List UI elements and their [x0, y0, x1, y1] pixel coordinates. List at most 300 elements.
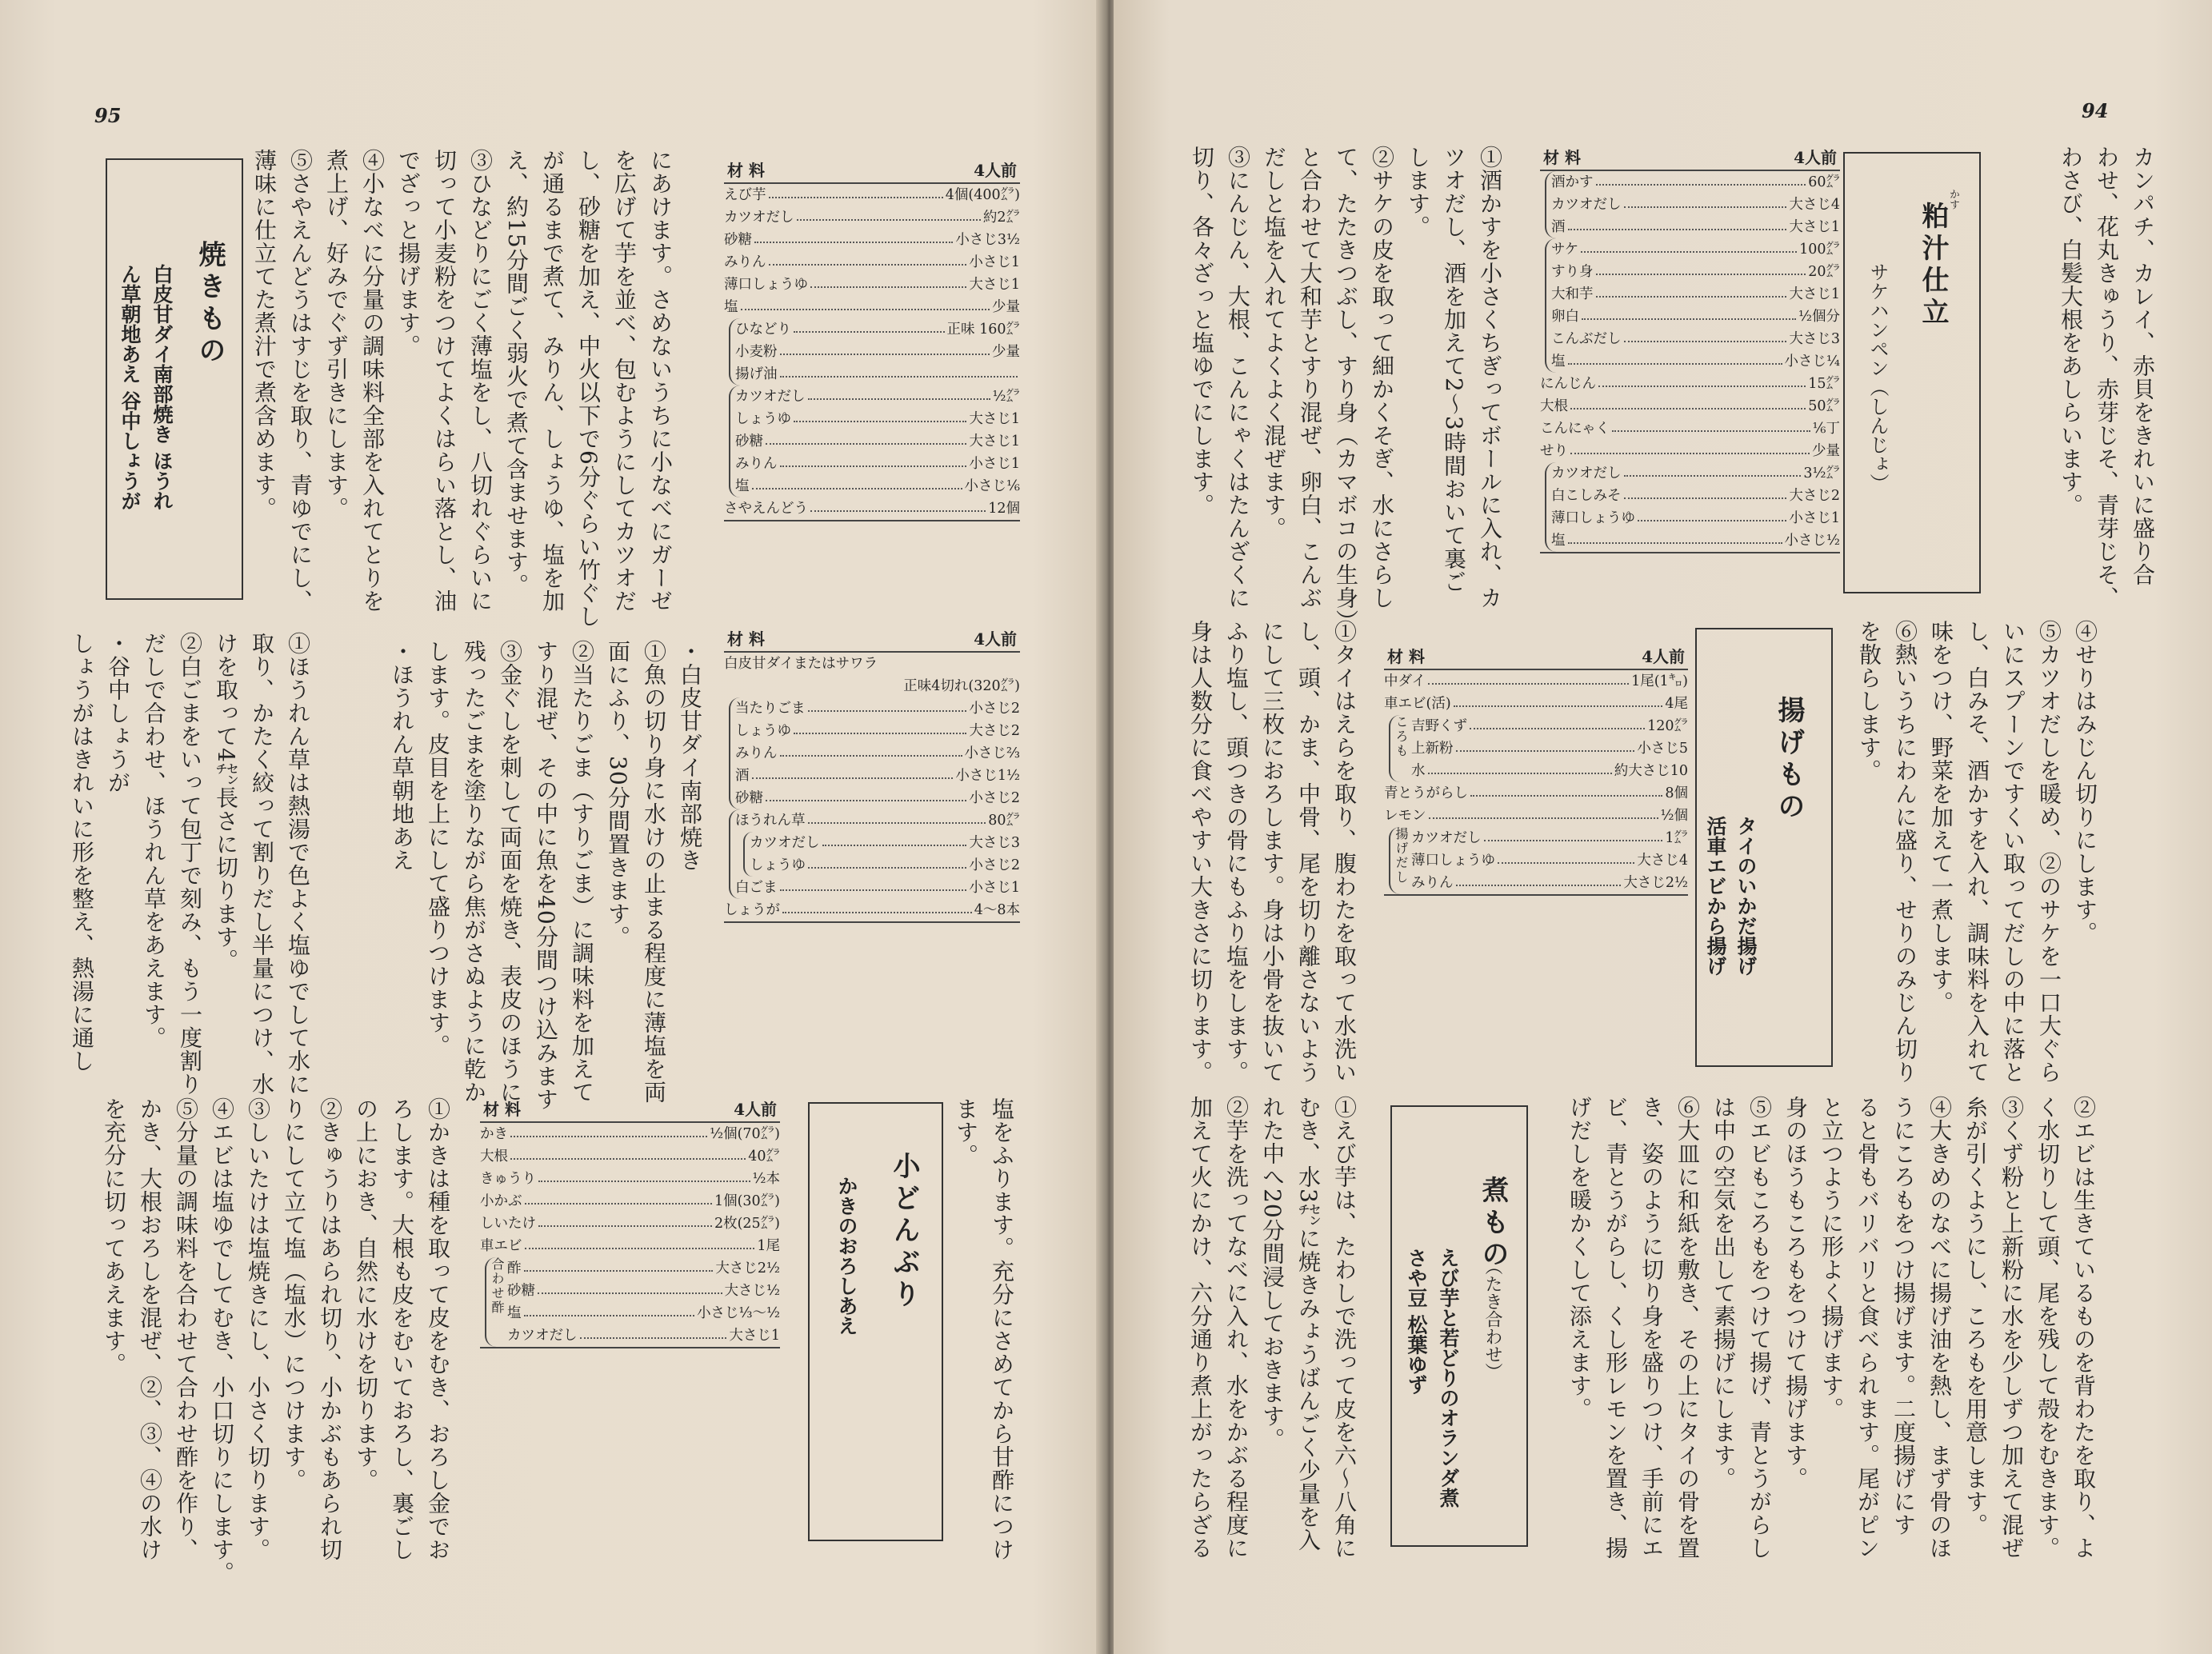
ingredient-row [724, 274, 1020, 296]
section-subtitle: えび芋と若どりのオランダ煮 [1437, 1248, 1460, 1508]
ingredient-group [1545, 462, 1840, 552]
ingredient-amount: 大さじ2 [969, 723, 1020, 739]
ingredient-name: ひなどり [735, 322, 791, 338]
ingredient-name: 薄口しょうゆ [1411, 853, 1495, 869]
ingredient-row [735, 787, 1020, 809]
dot-leader [525, 1248, 755, 1249]
dot-leader [780, 465, 967, 467]
ingredient-row [1551, 238, 1840, 261]
table-rule [1384, 894, 1688, 896]
text-line: ふり塩し、頭つきの骨にもふり塩をします。 [1223, 620, 1250, 1084]
ingredient-amount: ½㌘ [992, 389, 1020, 405]
dot-leader [524, 1270, 714, 1272]
text-line: ②芋を洗ってなべに入れ、水をかぶる程度に [1223, 1096, 1250, 1560]
dot-leader [1484, 840, 1663, 841]
ingredient-row [1551, 306, 1840, 328]
text-line: 切り、各々ざっと塩ゆでにします。 [1189, 146, 1215, 517]
text-line: むき、水3㌢に焼きみょうばんごく少量を入 [1295, 1096, 1322, 1552]
dot-leader [1581, 251, 1797, 253]
dot-leader [1456, 885, 1622, 886]
text-line: でざっと揚げます。 [395, 149, 422, 358]
text-line: 味をつけ、野菜を加えて一煮します。 [1928, 620, 1954, 1014]
dot-leader [1624, 341, 1787, 342]
text-column [1184, 146, 1508, 633]
section-title: 煮もの [1477, 1176, 1509, 1272]
section-title: 小どんぶり [888, 1152, 920, 1312]
ingredient-row [1551, 328, 1840, 350]
text-line: ツオだし、酒を加えて2～3時間おいて裏ご [1441, 146, 1467, 593]
ingredient-row: 正味4切れ(320㌘) [903, 678, 1020, 694]
table-rule [724, 520, 1020, 521]
text-line: し、砂糖を加え、中火以下で6分ぐらい竹ぐし [575, 149, 602, 628]
text-line: え、約15分間ごく弱火で煮て含ませます。 [503, 149, 530, 597]
ingredient-amount: ½個分 [1798, 309, 1840, 325]
header-servings: 4人前 [734, 1100, 777, 1119]
ingredient-row [735, 430, 1020, 453]
ingredient-name: 小麦粉 [735, 344, 778, 360]
ingredient-group [729, 318, 1020, 386]
ingredient-amount: 8個 [1665, 785, 1688, 801]
dot-leader [1570, 453, 1810, 454]
ingredient-amount: 少量 [992, 344, 1020, 360]
text-line: ①魚の切り身に水けの止まる程度に薄塩を両 [641, 640, 667, 1104]
ingredient-amount: 3½㌘ [1803, 465, 1840, 481]
dot-leader [808, 398, 990, 400]
ingredient-name: 小かぶ [480, 1193, 522, 1209]
ingredient-amount: 80㌘ [988, 813, 1020, 829]
text-line: し、頭、かま、中骨、尾を切り離さないよう [1295, 620, 1322, 1084]
text-line: にして三枚におろします。身は小骨を抜いて [1259, 620, 1286, 1084]
ingredient-amount: ½本 [752, 1171, 780, 1187]
ingredient-name: 塩 [724, 299, 738, 315]
dot-leader [754, 242, 953, 243]
ingredient-row [724, 184, 1020, 206]
text-column [246, 149, 678, 628]
ingredient-name: 薄口しょうゆ [1551, 510, 1635, 526]
ingredient-row: 白皮甘ダイまたはサワラ [724, 656, 878, 672]
ingredient-name: カツオだし [1411, 830, 1482, 846]
ingredient-row [480, 1213, 780, 1235]
text-line: ビ、青とうがらし、くし形レモンを置き、揚 [1602, 1096, 1629, 1560]
text-line: ます。 [953, 1097, 979, 1167]
ingredient-name: カツオだし [1551, 197, 1622, 213]
ingredient-row [735, 363, 1020, 386]
ingredient-amount: 4尾 [1665, 696, 1688, 712]
ingredient-name: しょうゆ [735, 411, 791, 427]
ingredient-amount: 1㌘ [1665, 830, 1688, 846]
ingredient-row [724, 296, 1020, 318]
ingredient-amount: 小さじ2 [969, 790, 1020, 806]
header-servings: 4人前 [1794, 148, 1837, 167]
ingredient-amount: ½個 [1660, 808, 1688, 824]
ingredient-amount: 60㌘ [1808, 174, 1840, 190]
section-subtitle: タイのいかだ揚げ [1734, 816, 1758, 976]
ingredient-amount: 大さじ1 [969, 277, 1020, 293]
table-header [480, 1097, 780, 1121]
text-line: ①かきは種を取って皮をむき、おろし金でお [425, 1097, 451, 1561]
dot-leader [822, 845, 967, 846]
ingredient-name: 大根 [1540, 398, 1568, 414]
text-line: いにスプーンですくい取ってだしの中に落と [2000, 620, 2026, 1084]
ingredient-name: みりん [724, 254, 766, 270]
table-rule [480, 1347, 780, 1348]
ingredient-group [1389, 715, 1688, 782]
text-line: だしで合わせ、ほうれん草をあえます。 [141, 632, 167, 1049]
ingredient-name: しいたけ [480, 1216, 536, 1232]
text-line: て、たたきつぶし、すり身（カマボコの生身） [1333, 146, 1359, 633]
ingredient-row [735, 877, 1020, 899]
text-line: 面にふり、30分間置きます。 [605, 640, 631, 949]
header-label: 材 料 [483, 1100, 521, 1119]
text-line: ②白ごまをいって包丁で刻み、もう一度割り [177, 632, 203, 1096]
ingredient-group [1545, 238, 1840, 373]
ingredient-row [735, 408, 1020, 430]
ingredient-name: すり身 [1551, 264, 1594, 280]
text-line: く水切りして頭、尾を残して殻をむきます。 [2034, 1096, 2061, 1560]
text-line: ③しいたけは塩焼きにし、小さく切ります。 [245, 1097, 271, 1561]
ingredient-amount: 約大さじ10 [1614, 763, 1688, 779]
text-line: ④せりはみじん切りにします。 [2072, 620, 2098, 945]
ingredient-amount: 少量 [1812, 443, 1840, 459]
ingredient-name: さやえんどう [724, 501, 808, 517]
text-line: ・白皮甘ダイ南部焼き [677, 640, 703, 872]
ingredient-name: 砂糖 [507, 1283, 535, 1299]
text-line: ③くず粉と上新粉に水を少しずつ加えて混ぜ [1998, 1096, 2025, 1560]
ingredient-amount: 100㌘ [1799, 242, 1840, 258]
dot-leader [1624, 206, 1787, 208]
text-line: が通るまで煮て、みりん、しょうゆ、塩を加 [539, 149, 566, 613]
ingredient-name: 白ごま [735, 880, 778, 896]
ingredient-amount: 大さじ1 [1789, 219, 1840, 235]
left-page [0, 0, 1102, 1654]
ingredient-name: ほうれん草 [735, 813, 806, 829]
dot-leader [538, 1181, 750, 1182]
ingredient-name: 卵白 [1551, 309, 1579, 325]
ingredient-amount: 2枚(25㌘) [714, 1216, 780, 1232]
text-line: ③金ぐしを刺して両面を焼き、表皮のほうに [497, 640, 523, 1104]
dot-leader [1568, 363, 1782, 365]
ingredient-name: 砂糖 [735, 433, 763, 449]
ingredient-amount: 4～8本 [974, 902, 1020, 918]
dot-leader [1582, 318, 1796, 320]
ingredient-amount: 小さじ1 [1789, 510, 1840, 526]
text-line: し、白みそ、酒かすを入れ、調味料を入れて [1964, 620, 1990, 1084]
text-line: 切って小麦粉をつけてよくはらい落とし、油 [431, 149, 458, 613]
ingredient-name: こんぶだし [1551, 331, 1622, 347]
text-line: 糸が引くようにし、ころもを用意します。 [1962, 1096, 1989, 1536]
ingredient-row [1551, 507, 1840, 529]
ingredient-row [1411, 827, 1688, 849]
text-line: ①タイはえらを取り、腹わたを取って水洗い [1331, 620, 1358, 1084]
ingredient-group [485, 1257, 780, 1347]
ingredient-row [735, 765, 1020, 787]
ingredient-row [480, 1145, 780, 1168]
ingredient-name: 塩 [507, 1305, 522, 1321]
ingredient-name: 酒 [735, 768, 750, 784]
ingredient-row [735, 697, 1020, 720]
ingredient-amount: 1尾 [757, 1238, 780, 1254]
ingredient-amount: 約2㌘ [982, 210, 1020, 226]
ingredient-row [1551, 350, 1840, 373]
dot-leader [580, 1337, 727, 1339]
ingredient-name: みりん [735, 456, 778, 472]
text-line: の上におき、自然に水けを切ります。 [353, 1097, 379, 1492]
ingredient-amount: 20㌘ [1808, 264, 1840, 280]
ingredient-name: きゅうり [480, 1171, 536, 1187]
ingredient-amount: 1尾(1㌔) [1631, 673, 1688, 689]
text-line: ④エビは塩ゆでしてむき、小口切りにします。 [209, 1097, 235, 1584]
text-line: を充分に切ってあえます。 [101, 1097, 127, 1376]
ingredient-name: 塩 [1551, 533, 1566, 549]
text-line: かき、大根おろしを混ぜ、②、③、④の水け [137, 1097, 163, 1561]
dot-leader [1596, 296, 1787, 298]
text-line: と合わせて大和芋とすり混ぜ、卵白、こんぶ [1297, 146, 1323, 609]
dot-leader [1428, 683, 1629, 685]
ingredient-row [735, 386, 1020, 408]
dot-leader [1596, 274, 1806, 275]
ingredient-row [1551, 261, 1840, 283]
ingredient-row [735, 742, 1020, 765]
dot-leader [1470, 795, 1662, 797]
text-column [1182, 1096, 1362, 1560]
ingredient-row [735, 720, 1020, 742]
ingredient-amount: 小さじ3½ [955, 232, 1020, 248]
ingredient-row [1540, 373, 1840, 395]
text-line: れた中へ20分間浸しておきます。 [1259, 1096, 1286, 1451]
ingredient-row [507, 1324, 780, 1347]
table-rule [1540, 552, 1840, 553]
dot-leader [1498, 862, 1634, 864]
text-line: ④大きめのなべに揚げ油を熱し、まず骨のほ [1926, 1096, 1953, 1560]
text-line: 煮上げ、好みでぐず引きにします。 [323, 149, 350, 520]
text-line: ると骨もバリバリと食べられます。尾がピン [1854, 1096, 1881, 1560]
dot-leader [797, 219, 981, 221]
ingredient-name: 当たりごま [735, 701, 806, 717]
text-line: ④小なべに分量の調味料全部を入れてとりを [359, 149, 386, 613]
text-line: ①ほうれん草は熱湯で色よく塩ゆでして水に [285, 632, 311, 1096]
text-column [948, 1097, 1020, 1561]
dot-leader [810, 510, 986, 512]
ingredient-row [724, 251, 1020, 274]
ingredient-amount: 小さじ1 [969, 456, 1020, 472]
ingredient-name: 酒かす [1551, 174, 1594, 190]
ingredient-row [507, 1257, 780, 1280]
ingredient-row [750, 854, 1020, 877]
text-line: 加えて火にかけ、六分通り煮上がったらざる [1187, 1096, 1214, 1560]
ingredient-row [724, 229, 1020, 251]
ingredient-amount: 40㌘ [748, 1149, 780, 1165]
ingredient-row [724, 206, 1020, 229]
section-subtitle: さや豆 松葉ゆず [1405, 1248, 1428, 1395]
dot-leader [538, 1225, 712, 1227]
ingredient-amount: 小さじ1 [969, 880, 1020, 896]
text-line: ③にんじん、大根、こんにゃくはたんざくに [1225, 146, 1251, 609]
group-label: ころも [1394, 715, 1409, 758]
ingredient-amount: 1個(30㌘) [714, 1193, 780, 1209]
section-subtitle: 活車エビから揚げ [1704, 816, 1727, 976]
text-line: ①酒かすを小さくちぎってボールに入れ、カ [1477, 146, 1503, 609]
ingredient-amount: 正味 160㌘ [946, 322, 1020, 338]
ingredient-name: 水 [1411, 763, 1426, 779]
ingredient-name: せり [1540, 443, 1568, 459]
dot-leader [741, 309, 990, 310]
ingredient-row [1411, 872, 1688, 894]
ingredient-row [1540, 417, 1840, 440]
ingredient-amount: 4個(400㌘) [945, 187, 1020, 203]
dot-leader [1612, 430, 1810, 432]
dot-leader [1456, 750, 1635, 752]
dot-leader [1624, 497, 1787, 499]
ingredient-group [729, 386, 1020, 497]
section-note: （たき合わせ） [1482, 1257, 1502, 1380]
ingredient-amount: 小さじ2 [969, 701, 1020, 717]
ingredient-name: しょうゆ [750, 857, 806, 873]
ingredient-amount: 小さじ1½ [955, 768, 1020, 784]
ingredient-row [1551, 485, 1840, 507]
ingredient-amount: 大さじ2½ [715, 1260, 780, 1276]
section-subtitle: かきのおろしあえ [835, 1176, 858, 1336]
dot-leader [794, 421, 966, 422]
dot-leader [1470, 728, 1645, 729]
dot-leader [782, 912, 972, 913]
ingredient-row [1540, 395, 1840, 417]
text-line: ⑤分量の調味料を合わせて合わせ酢を作り、 [173, 1097, 199, 1561]
ingredient-name: レモン [1384, 808, 1426, 824]
ingredient-group [729, 697, 1020, 809]
ingredient-amount: 12個 [988, 501, 1020, 517]
ingredient-table [724, 627, 1020, 923]
text-line: 残ったごまを塗りながら焦がさぬように乾か [461, 640, 487, 1104]
dot-leader [1624, 475, 1802, 477]
ingredient-name: こんにゃく [1540, 421, 1610, 437]
header-servings: 4人前 [974, 629, 1017, 649]
ingredient-name: みりん [1411, 875, 1454, 891]
text-line: と立つように形よく揚げます。 [1818, 1096, 1845, 1420]
ingredient-name: 薄口しょうゆ [724, 277, 808, 293]
text-line: カンパチ、カレイ、赤貝をきれいに盛り合 [2130, 146, 2156, 586]
ingredient-amount: 小さじ½ [1784, 533, 1840, 549]
text-column [2053, 146, 2161, 609]
ingredient-row [1411, 715, 1688, 737]
dot-leader [1598, 386, 1806, 387]
ingredient-amount: 大さじ1 [729, 1328, 780, 1344]
ingredient-name: 酒 [1551, 219, 1566, 235]
ingredient-group [1545, 171, 1840, 238]
header-label: 材 料 [1387, 647, 1425, 666]
ingredient-table [724, 158, 1020, 521]
text-line: 取り、かたく絞って割りだし半量につけ、水 [249, 632, 275, 1096]
header-label: 材 料 [727, 161, 765, 180]
dot-leader [1596, 184, 1806, 186]
text-line: わせ、花丸きゅうり、赤芽じそ、青芽じそ、 [2094, 146, 2120, 609]
text-line: ②サケの皮を取って細かくそぎ、水にさらし [1369, 146, 1395, 609]
ingredient-name: 酢 [507, 1260, 522, 1276]
ingredient-row [735, 809, 1020, 832]
right-page [1114, 0, 2212, 1654]
text-line: にあけます。さめないうちに小なべにガーゼ [647, 149, 674, 613]
ruby-text: かす [1947, 189, 1959, 210]
ingredient-row [480, 1190, 780, 1213]
ingredient-row [1384, 782, 1688, 805]
ingredient-name: サケ [1551, 242, 1579, 258]
text-line: ⑥大皿に和紙を敷き、その上にタイの骨を置 [1674, 1096, 1701, 1560]
text-line: き、姿のように切り身を盛りつけ、手前にエ [1638, 1096, 1665, 1560]
ingredient-amount: 少量 [992, 299, 1020, 315]
ingredient-name: カツオだし [1551, 465, 1622, 481]
section-subtitle: サケハンペン（しんじょ） [1866, 262, 1889, 493]
ingredient-name: 車エビ [480, 1238, 522, 1254]
ingredient-name: 白こしみそ [1551, 488, 1622, 504]
dot-leader [769, 264, 967, 266]
text-line: ①えび芋は、たわしで洗って皮を六～八角に [1331, 1096, 1358, 1560]
group-label: 合わせ酢 [490, 1257, 505, 1315]
table-header [1540, 146, 1840, 170]
text-line: 薄味に仕立てた煮汁で煮含めます。 [251, 149, 278, 520]
text-line: りにして立て塩（塩水）につけます。 [281, 1097, 307, 1492]
dot-leader [766, 800, 966, 801]
ingredient-row [1384, 670, 1688, 693]
ingredient-amount: 大さじ4 [1637, 853, 1688, 869]
section-title: 粕汁仕立 [1917, 202, 1949, 330]
ingredient-row [724, 899, 1020, 921]
text-line: 身のほうもころもをつけて揚げます。 [1782, 1096, 1809, 1490]
dot-leader [1568, 542, 1782, 544]
dot-leader [766, 443, 966, 445]
section-subtitle: ん草朝地あえ 谷中しょうが [118, 264, 142, 511]
table-header [1384, 645, 1688, 669]
ingredient-row [1411, 760, 1688, 782]
ingredient-amount: ½個(70㌘) [710, 1126, 780, 1142]
table-rule [724, 921, 1020, 923]
ingredient-row [1551, 194, 1840, 216]
dot-leader [752, 488, 962, 489]
dot-leader [752, 777, 954, 779]
section-title: 焼きもの [194, 240, 226, 368]
dot-leader [1428, 773, 1612, 774]
ingredient-row [750, 832, 1020, 854]
ingredient-name: みりん [735, 745, 778, 761]
ingredient-group [729, 809, 1020, 899]
ingredient-name: 上新粉 [1411, 741, 1454, 757]
text-line: わさび、白髪大根をあしらいます。 [2058, 146, 2084, 517]
text-line: ③ひなどりにごく薄塩をし、八切れぐらいに [467, 149, 494, 613]
ingredient-name: 大根 [480, 1149, 508, 1165]
ingredient-amount: 50㌘ [1808, 398, 1840, 414]
text-line: うにころもをつけ揚げます。二度揚げにす [1890, 1096, 1917, 1536]
ingredient-name: 揚げ油 [735, 366, 778, 382]
ingredient-row [735, 453, 1020, 475]
text-line: ⑤エビもころもをつけて揚げ、青とうがらし [1746, 1096, 1773, 1560]
ingredient-amount: 小さじ1 [969, 254, 1020, 270]
ingredient-amount: 15㌘ [1808, 376, 1840, 392]
ingredient-row [507, 1302, 780, 1324]
ingredient-group [1389, 827, 1688, 894]
ingredient-name: 大和芋 [1551, 286, 1594, 302]
ingredient-row [735, 475, 1020, 497]
text-line: は中の空気を出して素揚げにします。 [1710, 1096, 1737, 1490]
ingredient-row [724, 497, 1020, 520]
ingredient-row [1411, 849, 1688, 872]
ingredient-name: カツオだし [750, 835, 820, 851]
ingredient-row [1411, 737, 1688, 760]
ingredient-name: 吉野くず [1411, 718, 1467, 734]
ingredient-name: 砂糖 [735, 790, 763, 806]
header-servings: 4人前 [974, 161, 1017, 180]
dot-leader [510, 1158, 746, 1160]
ingredient-name: 塩 [1551, 354, 1566, 370]
ingredient-name: えび芋 [724, 187, 766, 203]
dot-leader [510, 1136, 707, 1137]
